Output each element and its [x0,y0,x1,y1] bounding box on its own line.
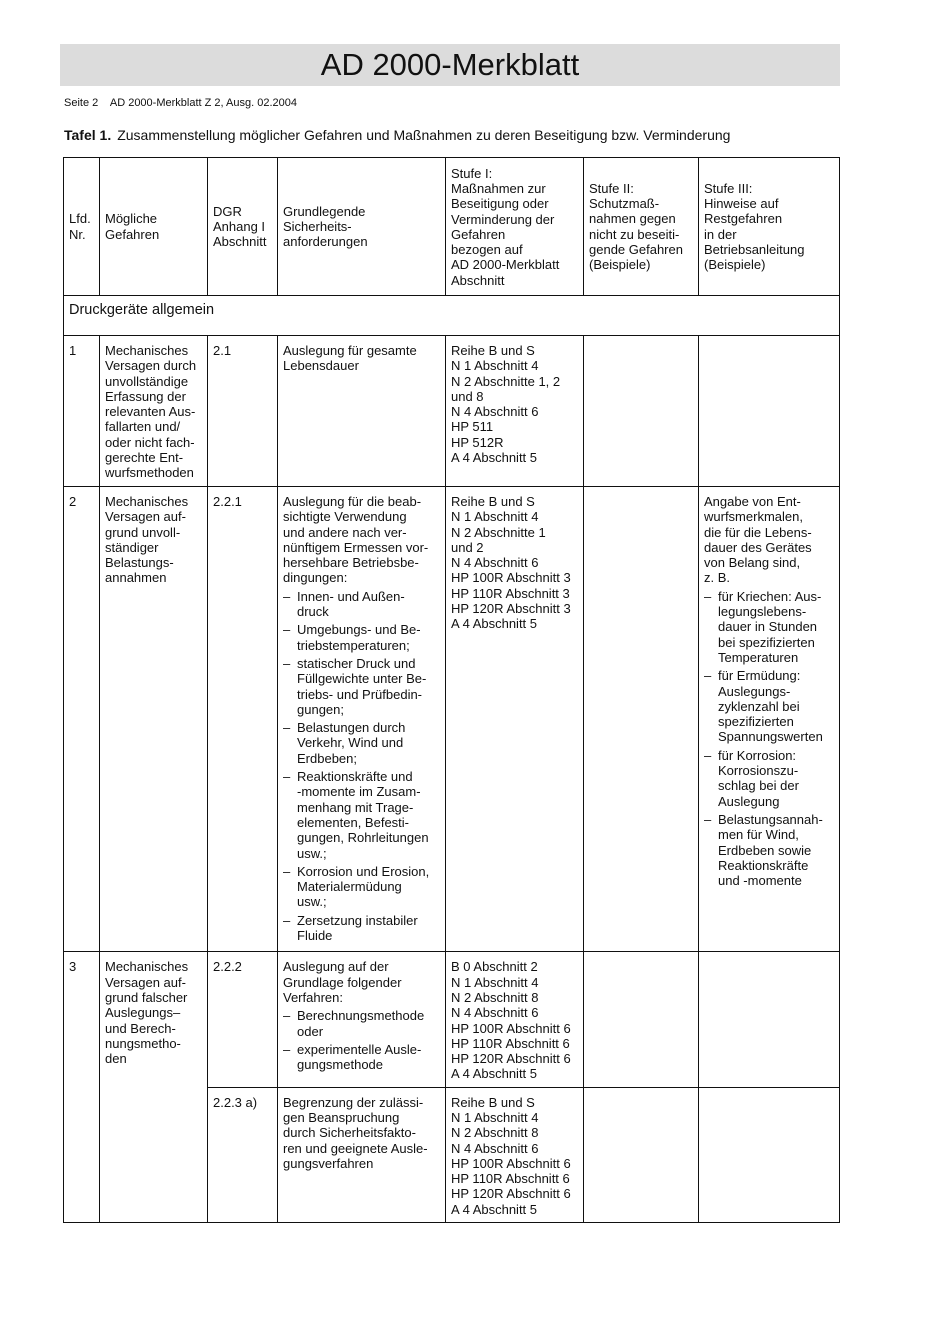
caption-text: Zusammenstellung möglicher Gefahren und Maßnahmen zu deren Beseitigung bzw. Verminderung [117,127,731,143]
header-stufe-2 [584,158,699,296]
section-title: Druckgeräte allgemein [64,296,840,336]
text-line: ständiger [105,539,159,555]
text-line: gungen; [297,701,344,717]
page-header: Seite 2 AD 2000-Merkblatt Z 2, Ausg. 02.2004 [64,97,297,109]
row-nr: 3 [64,952,100,1223]
text-line: Begrenzung der zulässi- [283,1094,424,1110]
text-line: die für die Lebens- [704,524,812,540]
text-line: dauer des Gerätes [704,539,812,555]
text-line: A 4 Abschnitt 5 [451,616,538,632]
requirements-list [283,589,440,944]
text-line: N 4 Abschnitt 6 [451,1005,539,1021]
requirements-list [283,1008,440,1072]
text-line: AD 2000-Merkblatt [451,257,560,273]
text-line: – Zersetzung instabiler [297,912,418,928]
text-line: nicht zu beseiti- [589,226,680,242]
text-line: Füllgewichte unter Be- [297,671,427,687]
text-line: Stufe II: [589,180,634,196]
text-line: wurfsmethoden [105,465,194,481]
header-stufe-1 [446,158,584,296]
text-line: Materialermüdung [297,879,402,895]
text-line: Fluide [297,928,333,944]
text-line: Gefahren [105,226,160,242]
text-line: Hinweise auf [704,195,779,211]
text-line: z. B. [704,570,731,586]
text-line: Erdbeben sowie [718,842,812,858]
text-line: Korrosionszu- [718,763,799,779]
text-line: Stufe I: [451,165,493,181]
text-line: durch Sicherheitsfakto- [283,1125,416,1141]
text-line: hersehbare Betriebsbe- [283,555,419,571]
text-line: (Beispiele) [589,257,651,273]
text-line: A 4 Abschnitt 5 [451,1201,538,1217]
text-line: von Belang sind, [704,555,801,571]
text-line: Beseitigung oder [451,196,549,212]
text-line: den [105,1051,127,1067]
text-line: nünftigem Ermessen vor- [283,539,429,555]
text-line: HP 110R Abschnitt 3 [451,585,570,601]
text-line: grund falscher [105,989,188,1005]
text-line: dauer in Stunden [718,619,818,635]
list-item [283,589,440,620]
text-line: und -momente [718,873,802,889]
row-stufe-1 [446,487,584,952]
text-line: nahmen gegen [589,211,676,227]
text-line: triebs- und Prüfbedin- [297,686,423,702]
text-line: HP 100R Abschnitt 6 [451,1155,571,1171]
text-line: oder [297,1023,324,1039]
text-line: Abschnitt [213,234,267,250]
list-item [704,589,834,665]
header-lfd-nr [64,158,100,296]
text-line: Temperaturen [718,649,799,665]
text-line: ren und geeignete Ausle- [283,1140,428,1156]
text-line: Mechanisches [105,494,189,509]
text-line: Auslegung für gesamte [283,343,417,358]
text-line: gungen, Rohrleitungen [297,830,429,846]
text-line: Mechanisches [105,959,189,975]
text-line: Verfahren: [283,989,343,1005]
text-line: Versagen auf- [105,974,186,990]
text-line: N 4 Abschnitt 6 [451,555,539,571]
text-line: relevanten Aus- [105,404,196,420]
text-line: HP 100R Abschnitt 6 [451,1020,571,1036]
text-line: usw.; [297,894,327,910]
text-line: wurfsmerkmalen, [704,509,803,525]
text-line: Grundlegende [283,203,366,219]
row-requirements [278,336,446,487]
header-anforderungen [278,158,446,296]
list-item [283,769,440,861]
text-line: HP 120R Abschnitt 6 [451,1051,571,1067]
text-line: in der [704,226,737,242]
row-stufe-3 [699,336,840,487]
list-item [283,720,440,766]
table-header-row [64,158,840,296]
text-line: (Beispiele) [704,257,766,273]
text-line: B 0 Abschnitt 2 [451,959,538,975]
text-line: HP 511 [451,419,494,435]
text-line: zyklenzahl bei [718,698,800,714]
banner-title: AD 2000-Merkblatt [320,47,580,82]
row-dgr: 2.2.3 a) [208,1087,278,1222]
text-line: Auslegungs- [718,683,791,699]
text-line: Erfassung der [105,388,186,404]
text-line: Belastungs- [105,555,174,571]
text-line: elementen, Befesti- [297,814,410,830]
text-line: HP 512R [451,434,504,450]
text-line: schlag bei der [718,778,799,794]
document-banner [60,44,840,86]
text-line: gen Beanspruchung [283,1109,400,1125]
text-line: N 1 Abschnitt 4 [451,974,539,990]
text-line: Auslegung [718,793,780,809]
text-line: Reaktionskräfte [718,857,809,873]
text-line: Erdbeben; [297,750,357,766]
row-stufe-1 [446,336,584,487]
table-row [64,487,840,952]
text-line: A 4 Abschnitt 5 [451,450,538,466]
row-dgr: 2.2.2 [208,952,278,1087]
text-line: N 4 Abschnitt 6 [451,1140,539,1156]
row-dgr: 2.1 [208,336,278,487]
text-line: Mögliche [105,211,158,227]
text-line: Abschnitt [451,272,505,288]
text-line: Grundlage folgender [283,974,402,990]
text-line: – Reaktionskräfte und [297,769,413,785]
list-item [283,913,440,944]
stufe-3-intro [704,494,834,586]
text-line: – Umgebungs- und Be- [297,622,421,638]
text-line: menhang mit Trage- [297,799,414,815]
text-line: – experimentelle Ausle- [297,1041,422,1057]
row-stufe-3 [699,952,840,1087]
text-line: – Belastungen durch [297,720,406,736]
text-line: Sicherheits- [283,218,352,234]
text-line: gende Gefahren [589,241,683,257]
section-row [64,296,840,336]
text-line: – statischer Druck und [297,655,416,671]
text-line: Versagen auf- [105,509,186,525]
list-item [283,864,440,910]
list-item [283,656,440,717]
text-line: Schutzmaß- [589,195,660,211]
header-stufe-3 [699,158,840,296]
text-line: N 2 Abschnitte 1, 2 [451,373,561,389]
text-line: nungsmetho- [105,1035,181,1051]
row-stufe-2 [584,336,699,487]
text-line: gungsmethode [297,1057,384,1073]
text-line: HP 120R Abschnitt 3 [451,601,571,617]
text-line: N 4 Abschnitt 6 [451,404,539,420]
list-item [283,1008,440,1039]
text-line: N 2 Abschnitte 1 [451,524,546,540]
requirements-intro [283,494,440,586]
table-row [64,952,840,1087]
text-line: oder nicht fach- [105,434,195,450]
text-line: men für Wind, [718,827,799,843]
list-item [283,622,440,653]
text-line: Lebensdauer [283,358,359,374]
row-stufe-2 [584,952,699,1087]
header-dgr [208,158,278,296]
text-line: DGR [213,203,242,219]
row-hazard [100,952,208,1223]
text-line: – für Korrosion: [718,747,797,763]
row-stufe-2 [584,487,699,952]
row-stufe-3 [699,487,840,952]
row-dgr: 2.2.1 [208,487,278,952]
text-line: dingungen: [283,570,348,586]
text-line: Nr. [69,226,86,242]
text-line: Verkehr, Wind und [297,735,404,751]
text-line: Reihe B und S [451,494,535,509]
text-line: Anhang I [213,218,266,234]
text-line: bei spezifizierten [718,634,815,650]
text-line: A 4 Abschnitt 5 [451,1066,538,1082]
text-line: HP 110R Abschnitt 6 [451,1035,570,1051]
header-gefahren [100,158,208,296]
text-line: Auslegungs– [105,1005,181,1021]
list-item [704,748,834,809]
text-line: HP 120R Abschnitt 6 [451,1186,571,1202]
text-line: Reihe B und S [451,1094,535,1110]
stufe-3-list [704,589,834,889]
text-line: -momente im Zusam- [297,784,421,800]
text-line: Restgefahren [704,211,783,227]
list-item [283,1042,440,1073]
text-line: – für Kriechen: Aus- [718,588,822,604]
table-caption [64,127,730,143]
text-line: anforderungen [283,234,368,250]
text-line: Auslegung für die beab- [283,494,422,509]
table-row [64,336,840,487]
row-stufe-1 [446,952,584,1087]
text-line: Gefahren [451,226,506,242]
text-line: HP 110R Abschnitt 6 [451,1171,570,1187]
text-line: sichtigte Verwendung [283,509,407,525]
text-line: Maßnahmen zur [451,180,546,196]
text-line: – Berechnungsmethode [297,1008,425,1024]
text-line: – Belastungsannah- [718,811,823,827]
text-line: – Innen- und Außen- [297,588,405,604]
text-line: – für Ermüdung: [718,668,801,684]
text-line: triebstemperaturen; [297,637,410,653]
text-line: – Korrosion und Erosion, [297,863,430,879]
text-line: N 2 Abschnitt 8 [451,1125,539,1141]
text-line: bezogen auf [451,242,523,258]
requirements-intro [283,959,440,1005]
row-stufe-1 [446,1087,584,1222]
row-requirements [278,952,446,1087]
text-line: Auslegung auf der [283,959,389,975]
list-item [704,812,834,888]
text-line: und andere nach ver- [283,524,407,540]
text-line: legungslebens- [718,604,807,620]
text-line: und 2 [451,539,484,555]
row-nr: 1 [64,336,100,487]
text-line: Reihe B und S [451,343,535,358]
text-line: HP 100R Abschnitt 3 [451,570,571,586]
caption-label: Tafel 1. [64,127,112,143]
text-line: Angabe von Ent- [704,494,801,509]
row-nr: 2 [64,487,100,952]
text-line: spezifizierten [718,714,794,730]
row-hazard [100,336,208,487]
text-line: N 1 Abschnitt 4 [451,509,539,525]
row-requirements [278,1087,446,1222]
row-stufe-2 [584,1087,699,1222]
text-line: gerechte Ent- [105,450,184,466]
row-stufe-3 [699,1087,840,1222]
text-line: Spannungswerten [718,729,823,745]
text-line: unvollständige [105,373,189,389]
text-line: Versagen durch [105,358,197,374]
text-line: N 1 Abschnitt 4 [451,1109,539,1125]
text-line: N 1 Abschnitt 4 [451,358,539,374]
text-line: Verminderung der [451,211,555,227]
text-line: und Berech- [105,1020,176,1036]
text-line: gungsverfahren [283,1155,374,1171]
text-line: Lfd. [69,211,91,227]
text-line: Stufe III: [704,180,753,196]
row-hazard [100,487,208,952]
row-requirements [278,487,446,952]
text-line: Mechanisches [105,343,189,358]
text-line: N 2 Abschnitt 8 [451,989,539,1005]
hazard-table [63,157,840,1223]
text-line: druck [297,604,329,620]
text-line: usw.; [297,845,327,861]
text-line: annahmen [105,570,167,586]
text-line: Betriebsanleitung [704,241,805,257]
text-line: fallarten und/ [105,419,181,435]
text-line: grund unvoll- [105,524,181,540]
list-item [704,668,834,744]
text-line: und 8 [451,388,484,404]
